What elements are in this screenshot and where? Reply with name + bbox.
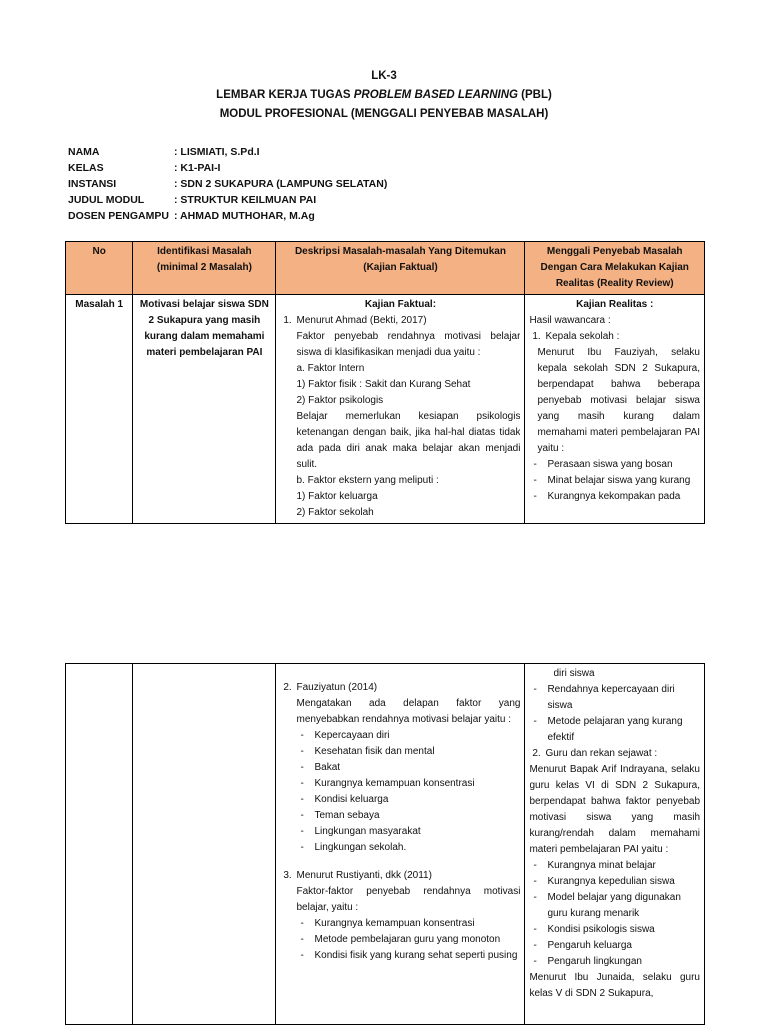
list-item: - Model belajar yang digunakan guru kurang menarik: [529, 890, 700, 922]
list-item: - Minat belajar siswa yang kurang: [529, 473, 700, 489]
list-item: - Kurangnya kekompakan pada: [529, 489, 700, 505]
meta-value: : STRUKTUR KEILMUAN PAI: [174, 192, 316, 208]
reference-item: [294, 680, 520, 868]
list-item: - Metode pembelajaran guru yang monoton: [296, 932, 520, 948]
reference-intro: Faktor penyebab rendahnya motivasi belajar siswa di klasifikasikan menjadi dua yaitu :: [296, 331, 521, 358]
problem-table-page1: [65, 241, 705, 524]
list-item: - Kondisi keluarga: [296, 792, 520, 808]
factor-description: Belajar memerlukan kesiapan psikologis ketenangan dengan baik, jika hal-hal diatas tidak ada pada diri anak maka belajar akan menjadi sulit.: [296, 411, 521, 470]
meta-row-judul-modul: [68, 192, 387, 208]
factor-heading: a. Faktor Intern: [296, 363, 365, 374]
list-item: - Pengaruh lingkungan: [529, 954, 700, 970]
meta-label: NAMA: [68, 146, 100, 158]
problem-number: Masalah 1: [66, 295, 133, 524]
reference-list: [280, 680, 520, 964]
factor-item: 2) Faktor psikologis: [296, 395, 384, 406]
meta-value: : AHMAD MUTHOHAR, M.Ag: [174, 208, 315, 224]
reference-title: Menurut Ahmad (Bekti, 2017): [296, 315, 427, 326]
factor-list: [296, 916, 520, 964]
reference-item: [294, 868, 520, 964]
cause-list: [529, 457, 700, 505]
reference-intro: Mengatakan ada delapan faktor yang menyebabkan rendahnya motivasi belajar yaitu :: [296, 698, 521, 725]
meta-row-kelas: [68, 160, 387, 176]
factual-study-title: Kajian Faktual:: [364, 299, 437, 310]
meta-row-dosen: [68, 208, 387, 224]
factor-list: [296, 728, 520, 856]
header-penyebab: Menggali Penyebab Masalah Dengan Cara Melakukan Kajian Realitas (Reality Review): [525, 242, 705, 295]
problem-table-page2: [65, 663, 705, 1025]
problem-identification: Motivasi belajar siswa SDN 2 Sukapura yang masih kurang dalam memahami materi pembelajaran PAI: [133, 295, 276, 524]
header-no: No: [66, 242, 133, 295]
meta-label: DOSEN PENGAMPU: [68, 210, 169, 222]
meta-label: JUDUL MODUL: [68, 194, 145, 206]
list-item: - Teman sebaya: [296, 808, 520, 824]
list-item: - Lingkungan masyarakat: [296, 824, 520, 840]
factual-study-cell-cont: [276, 664, 525, 1025]
cause-list: [529, 858, 700, 970]
meta-row-nama: [68, 144, 387, 160]
interview-list: [529, 746, 700, 762]
list-item: - Kondisi psikologis siswa: [529, 922, 700, 938]
interview-text: Menurut Ibu Fauziyah, selaku kepala sekolah SDN 2 Sukapura, berpendapat bahwa beberapa penyebab motivasi belajar siswa yang masih kurang dalam memahami materi pembelajaran PAI yaitu :: [537, 347, 700, 454]
problem-number-cont: [66, 664, 133, 1025]
document-subtitle: MODUL PROFESIONAL (MENGGALI PENYEBAB MASALAH): [219, 108, 549, 120]
list-item: - Rendahnya kepercayaan diri siswa: [529, 682, 700, 714]
interview-text: Menurut Ibu Junaida, selaku guru kelas V di SDN 2 Sukapura,: [529, 972, 700, 999]
table-row: [66, 664, 705, 1025]
meta-label: KELAS: [68, 162, 104, 174]
document-code: LK-3: [371, 70, 397, 82]
list-item: - Metode pelajaran yang kurang efektif: [529, 714, 700, 746]
interview-item: [543, 746, 700, 762]
interviewee-title: Kepala sekolah :: [545, 331, 620, 342]
title-suffix: (PBL): [517, 89, 552, 101]
table-header-row: [66, 242, 705, 295]
table-row: [66, 295, 705, 524]
interviewee-title: Guru dan rekan sejawat :: [545, 748, 658, 759]
title-italic: PROBLEM BASED LEARNING: [353, 89, 518, 101]
interview-item: [543, 329, 700, 345]
reference-list: [280, 313, 520, 521]
reality-study-cell-cont: [525, 664, 705, 1025]
reference-title: Menurut Rustiyanti, dkk (2011): [296, 870, 432, 881]
header-deskripsi: Deskripsi Masalah-masalah Yang Ditemukan (Kajian Faktual): [276, 242, 525, 295]
meta-value: : SDN 2 SUKAPURA (LAMPUNG SELATAN): [174, 176, 387, 192]
list-item: - Kurangnya minat belajar: [529, 858, 700, 874]
list-item: - Bakat: [296, 760, 520, 776]
document-title: [0, 89, 768, 101]
interview-text: Menurut Bapak Arif Indrayana, selaku guru kelas VI di SDN 2 Sukapura, berpendapat bahwa faktor penyebab motivasi siswa yang masih kurang/rendah dalam memahami materi pembelajaran PAI yaitu :: [529, 764, 700, 855]
reality-study-title: Kajian Realitas :: [576, 299, 654, 310]
factor-item: 2) Faktor sekolah: [296, 507, 374, 518]
problem-identification-cont: [133, 664, 276, 1025]
list-item: - Kurangnya kemampuan konsentrasi: [296, 916, 520, 932]
identity-block: [68, 144, 387, 224]
interview-list: [529, 329, 700, 345]
factual-study-cell: [276, 295, 525, 524]
factor-heading: b. Faktor ekstern yang meliputi :: [296, 475, 439, 486]
list-item: - Kurangnya kepedulian siswa: [529, 874, 700, 890]
meta-label: INSTANSI: [68, 178, 117, 190]
list-item: - Kepercayaan diri: [296, 728, 520, 744]
meta-value: : K1-PAI-I: [174, 160, 220, 176]
factor-item: 1) Faktor keluarga: [296, 491, 378, 502]
list-item: - Kondisi fisik yang kurang sehat seperti pusing: [296, 948, 520, 964]
list-item: - Perasaan siswa yang bosan: [529, 457, 700, 473]
factor-item: 1) Faktor fisik : Sakit dan Kurang Sehat: [296, 379, 471, 390]
meta-row-instansi: [68, 176, 387, 192]
meta-value: : LISMIATI, S.Pd.I: [174, 144, 260, 160]
list-item: - Pengaruh keluarga: [529, 938, 700, 954]
continued-text: diri siswa: [553, 668, 595, 679]
list-item: - Lingkungan sekolah.: [296, 840, 520, 856]
list-item: - Kesehatan fisik dan mental: [296, 744, 520, 760]
title-prefix: LEMBAR KERJA TUGAS: [216, 89, 354, 101]
reality-study-cell: [525, 295, 705, 524]
reference-title: Fauziyatun (2014): [296, 682, 378, 693]
interview-title: Hasil wawancara :: [529, 315, 611, 326]
header-identifikasi: Identifikasi Masalah (minimal 2 Masalah): [133, 242, 276, 295]
list-item: - Kurangnya kemampuan konsentrasi: [296, 776, 520, 792]
cause-list: [529, 682, 700, 746]
reference-intro: Faktor-faktor penyebab rendahnya motivasi belajar, yaitu :: [296, 886, 521, 913]
reference-item: [294, 313, 520, 521]
